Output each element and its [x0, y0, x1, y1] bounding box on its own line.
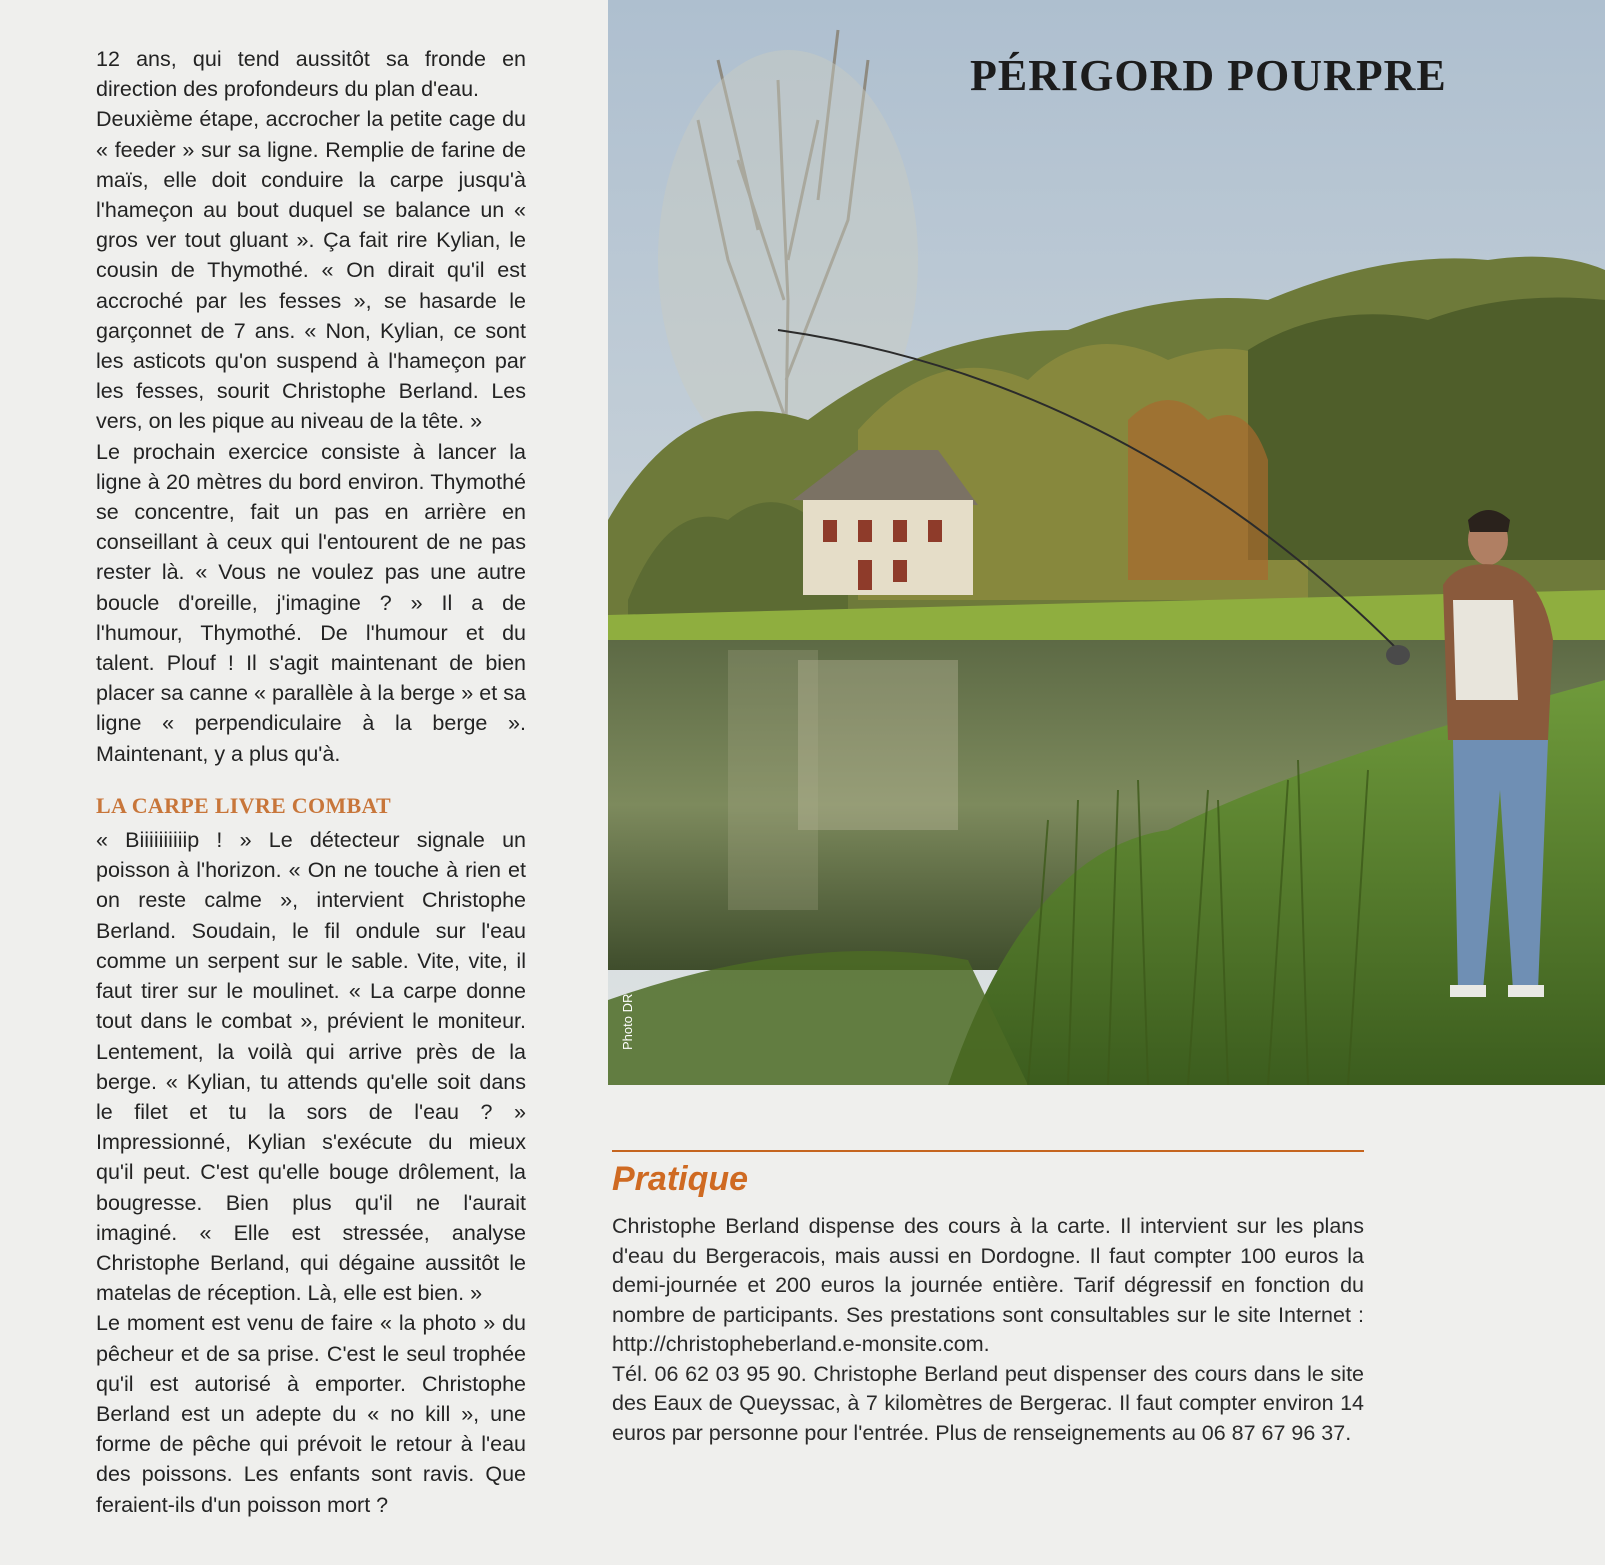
- article-paragraph: Deuxième étape, accrocher la petite cage du « feeder » sur sa ligne. Remplie de farine de maïs, elle doit conduire la carpe jusqu'à l'hameçon au bout duquel se balance un « gros ver tout gluant ». Ça fait rire Kylian, le cousin de Thymothé. « On dirait qu'il est accroché par les fesses », se hasarde le garçonnet de 7 ans. « Non, Kylian, ce sont les asticots qu'on suspend à l'hameçon par les fesses, sourit Christophe Berland. Les vers, on les pique au niveau de la tête. »: [96, 107, 526, 434]
- page-title: PÉRIGORD POURPRE: [970, 51, 1447, 100]
- pratique-heading: Pratique: [612, 1160, 749, 1198]
- article-paragraph: Le moment est venu de faire « la photo » du pêcheur et de sa prise. C'est le seul trophée qu'il est autorisé à emporter. Christophe Berland est un adepte du « no kill », une forme de pêche qui prévoit le retour à l'eau des poissons. Les enfants sont ravis. Que feraient-ils d'un poisson mort ?: [96, 1311, 526, 1517]
- section-divider: [612, 1150, 1364, 1152]
- article-paragraph: 12 ans, qui tend aussitôt sa fronde en direction des profondeurs du plan d'eau.: [96, 47, 526, 102]
- lake-scene-illustration: [608, 0, 1605, 1085]
- photo-credit: Photo DR: [620, 993, 635, 1050]
- article-paragraph: « Biiiiiiiiiip ! » Le détecteur signale un poisson à l'horizon. « On ne touche à rien et on reste calme », intervient Christophe Berland. Soudain, le fil ondule sur l'eau comme un serpent sur le sable. Vite, vite, il faut tirer sur le moulinet. « La carpe donne tout dans le combat », prévient le moniteur. Lentement, la voilà qui arrive près de la berge. « Kylian, tu attends qu'elle soit dans le filet et tu la sors de l'eau ? » Impressionné, Kylian s'exécute du mieux qu'il peut. C'est qu'elle bouge drôlement, la bougresse. Bien plus qu'il ne l'aurait imaginé. « Elle est stressée, analyse Christophe Berland, qui dégaine aussitôt le matelas de réception. Là, elle est bien. »: [96, 828, 526, 1306]
- pratique-paragraph: Tél. 06 62 03 95 90. Christophe Berland peut dispenser des cours dans le site des Eaux de Queyssac, à 7 kilomètres de Bergerac. Il faut compter environ 14 euros par personne pour l'entrée. Plus de renseignements au 06 87 67 96 37.: [612, 1361, 1364, 1445]
- article-body: [96, 44, 526, 1520]
- pratique-paragraph: Christophe Berland dispense des cours à la carte. Il intervient sur les plans d'eau du Bergeracois, mais aussi en Dordogne. Il faut compter 100 euros la demi-journée et 200 euros la journée entière. Tarif dégressif en fonction du nombre de participants. Ses prestations sont consultables sur le site Internet : http://christopheberland.e-monsite.com.: [612, 1214, 1364, 1356]
- article-paragraph: Le prochain exercice consiste à lancer la ligne à 20 mètres du bord environ. Thymothé se concentre, fait un pas en arrière en conseillant à ceux qui l'entourent de ne pas rester là. « Vous ne voulez pas une autre boucle d'oreille, j'imagine ? » Il a de l'humour, Thymothé. De l'humour et du talent. Plouf ! Il s'agit maintenant de bien placer sa canne « parallèle à la berge » et sa ligne « perpendiculaire à la berge ». Maintenant, y a plus qu'à.: [96, 439, 526, 766]
- section-heading: LA CARPE LIVRE COMBAT: [96, 792, 391, 818]
- pratique-body: [612, 1212, 1364, 1448]
- fishing-photo: [608, 0, 1605, 1085]
